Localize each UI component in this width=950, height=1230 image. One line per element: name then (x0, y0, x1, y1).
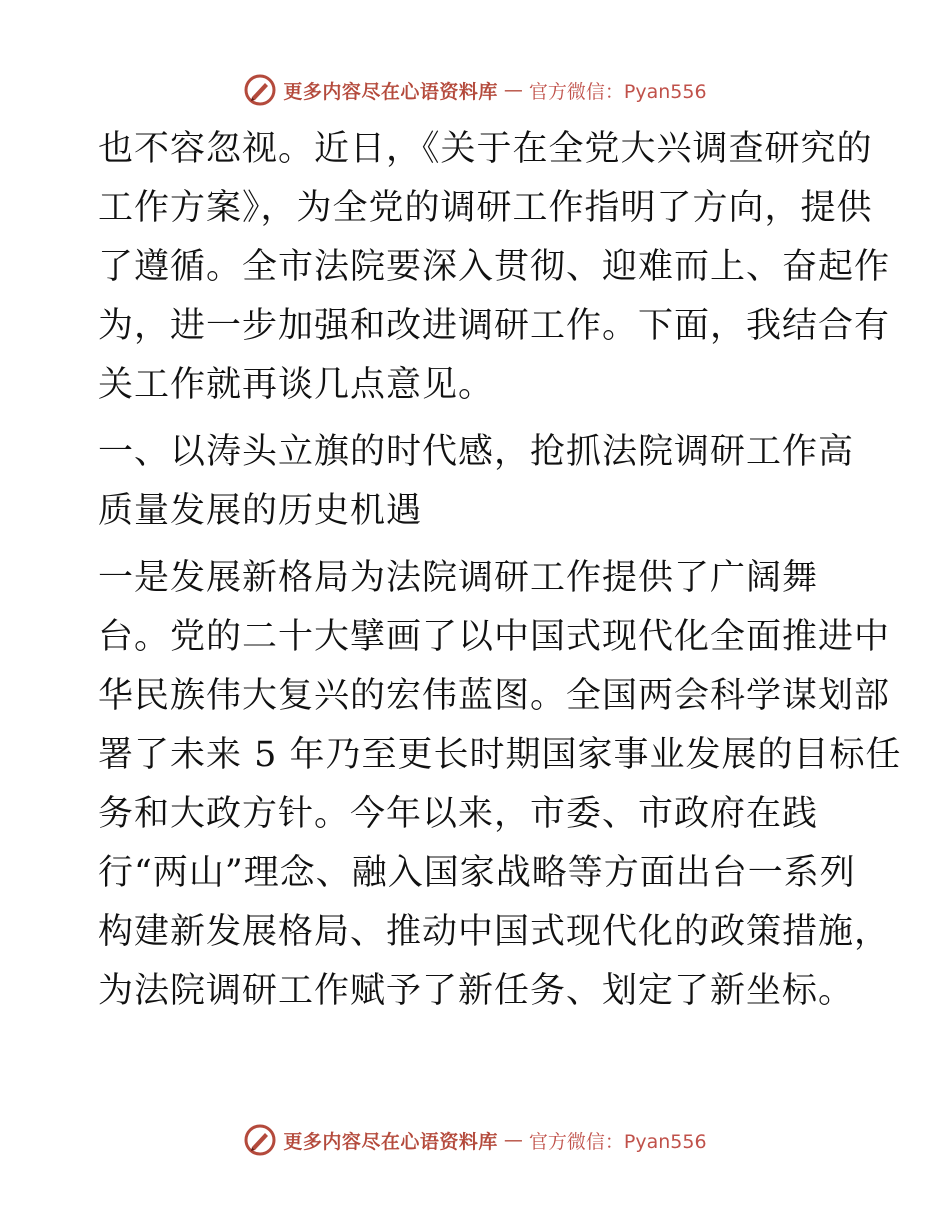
paragraph-intro (98, 120, 891, 415)
footer-watermark (0, 1120, 950, 1160)
watermark-contact: 官方微信：Pyan556 (528, 80, 707, 103)
text-line: 构建新发展格局、推动中国式现代化的政策措施， (98, 912, 891, 952)
heading-line: 一、以涛头立旗的时代感，抢抓法院调研工作高 (98, 432, 855, 472)
text-line: 关工作就再谈几点意见。 (98, 365, 495, 405)
pen-logo-icon (243, 1123, 277, 1157)
text-line: 务和大政方针。今年以来，市委、市政府在践 (98, 794, 819, 834)
text-line: 工作方案》，为全党的调研工作指明了方向，提供 (98, 188, 873, 228)
section-heading (98, 423, 858, 541)
watermark-text: 更多内容尽在心语资料库 (283, 80, 498, 103)
text-line: 华民族伟大复兴的宏伟蓝图。全国两会科学谋划部 (98, 676, 891, 716)
text-line: 也不容忽视。近日，《关于在全党大兴调查研究的 (98, 129, 873, 169)
watermark-contact: 官方微信：Pyan556 (528, 1130, 707, 1153)
document-body (98, 120, 902, 1021)
text-line: 台。党的二十大擘画了以中国式现代化全面推进中 (98, 617, 891, 657)
heading-line: 质量发展的历史机遇 (98, 491, 423, 531)
text-line: 了遵循。全市法院要深入贯彻、迎难而上、奋起作 (98, 247, 891, 287)
text-line: 为法院调研工作赋予了新任务、划定了新坐标。 (98, 971, 855, 1011)
text-line: 为，进一步加强和改进调研工作。下面，我结合有 (98, 306, 891, 346)
pen-logo-icon (243, 73, 277, 107)
watermark-text: 更多内容尽在心语资料库 (283, 1130, 498, 1153)
text-line: 行“两山”理念、融入国家战略等方面出台一系列 (98, 853, 856, 893)
watermark-separator: — (503, 1129, 523, 1151)
watermark-separator: — (503, 79, 523, 101)
header-watermark (0, 70, 950, 110)
text-line: 一是发展新格局为法院调研工作提供了广阔舞 (98, 558, 819, 598)
text-line: 署了未来 5 年乃至更长时期国家事业发展的目标任 (98, 735, 902, 775)
paragraph-point-one (98, 549, 902, 1021)
